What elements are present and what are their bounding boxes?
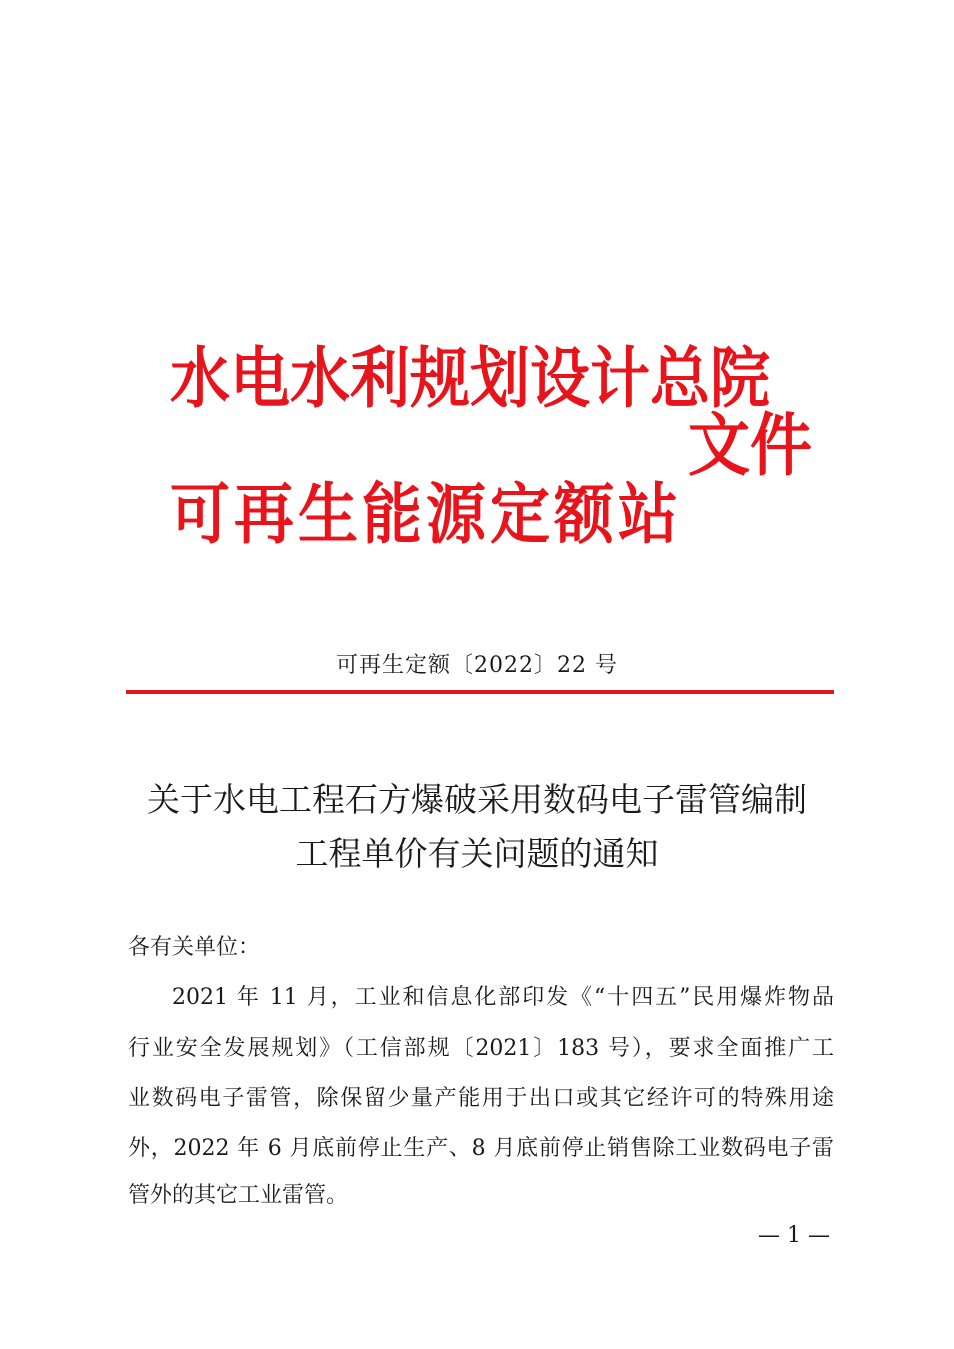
red-divider-line [126, 690, 834, 694]
paragraph-line: 外，2022 年 6 月底前停止生产、8 月底前停止销售除工业数码电子雷 [128, 1136, 834, 1161]
page-number: — 1 — [758, 1223, 830, 1248]
paragraph-line: 2021 年 11 月，工业和信息化部印发《“十四五”民用爆炸物品 [172, 985, 834, 1010]
issuing-org-line-2: 可再生能源定额站 [170, 476, 682, 554]
salutation: 各有关单位： [128, 935, 261, 960]
document-number: 可再生定额〔2022〕22 号 [336, 653, 618, 678]
document-type-label: 文件 [688, 405, 813, 486]
paragraph-line: 管外的其它工业雷管。 [128, 1183, 349, 1208]
paragraph-line: 行业安全发展规划》（工信部规〔2021〕183 号），要求全面推广工 [128, 1036, 834, 1061]
notice-title-line-1: 关于水电工程石方爆破采用数码电子雷管编制 [147, 780, 807, 819]
paragraph-line: 业数码电子雷管，除保留少量产能用于出口或其它经许可的特殊用途 [128, 1086, 834, 1111]
issuing-org-line-1: 水电水利规划设计总院 [170, 340, 770, 418]
notice-title-line-2: 工程单价有关问题的通知 [295, 834, 659, 873]
